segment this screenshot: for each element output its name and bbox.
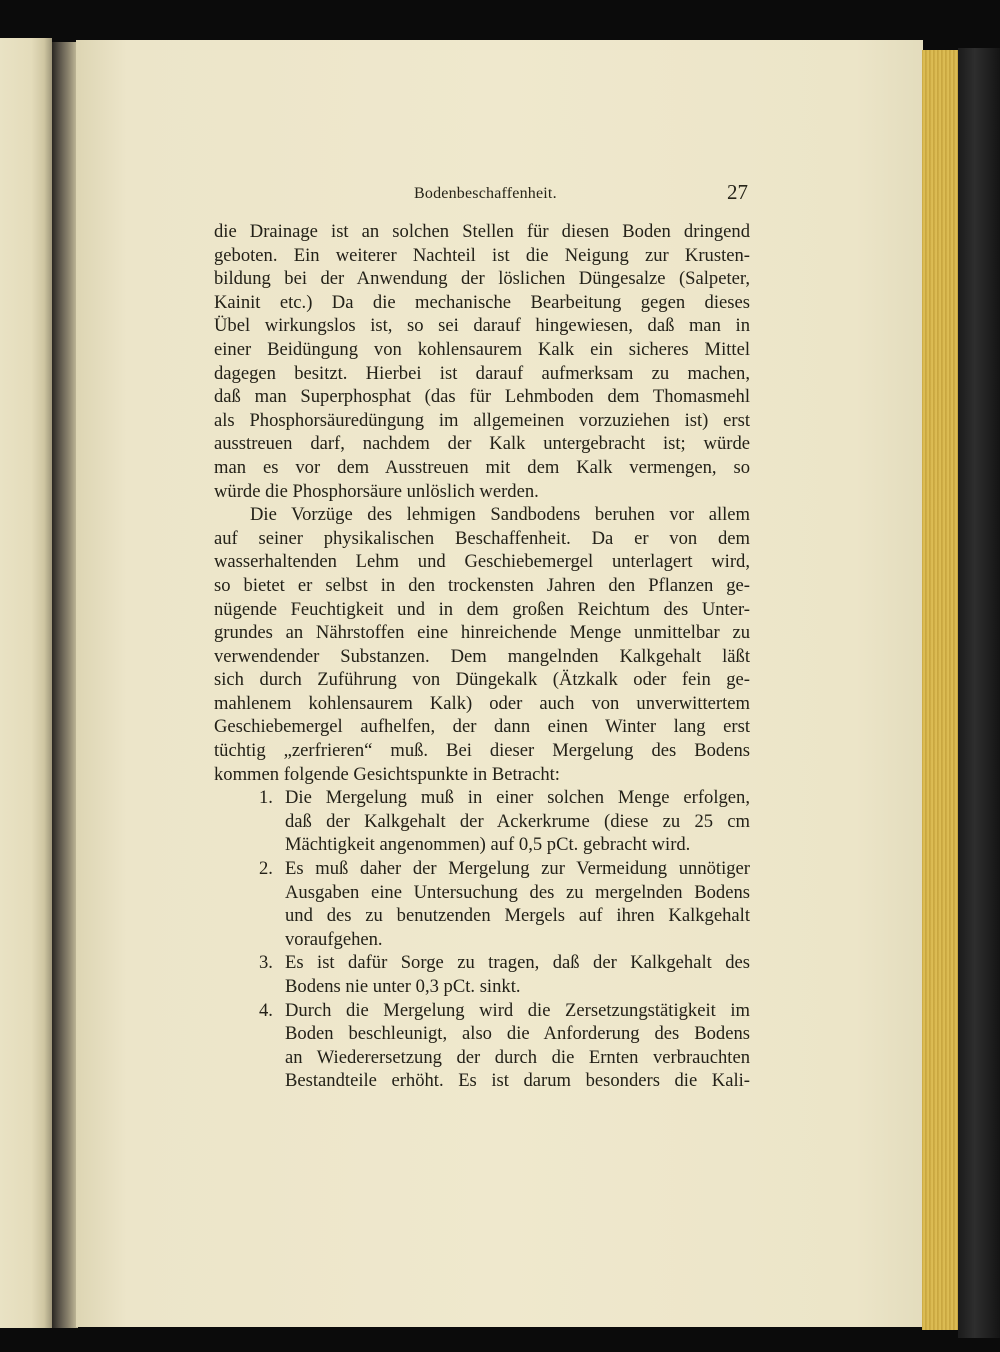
list-number: 3. (259, 952, 273, 974)
text-line: würde die Phosphorsäure unlöslich werden. (214, 480, 539, 502)
text-line: als Phosphorsäuredüngung im allgemeinen vorzuziehen ist) erst (214, 409, 750, 431)
paragraph (214, 503, 750, 786)
text-line: sich durch Zuführung von Düngekalk (Ätzkalk oder fein ge- (214, 669, 750, 691)
text-line: bildung bei der Anwendung der löslichen Düngesalze (Salpeter, (214, 268, 750, 290)
list-number: 2. (259, 858, 273, 880)
numbered-list (214, 786, 750, 1093)
text-line: daß man Superphosphat (das für Lehmboden dem Thomasmehl (214, 386, 750, 408)
paragraph (214, 220, 750, 503)
text-line: grundes an Nährstoffen eine hinreichende Menge unmittelbar zu (214, 622, 750, 644)
list-item (214, 857, 750, 951)
facing-page-edge (0, 38, 52, 1328)
text-line: Es muß daher der Mergelung zur Vermeidung unnötiger (285, 858, 750, 880)
text-line: Übel wirkungslos ist, so sei darauf hingewiesen, daß man in (214, 315, 750, 337)
text-line: Geschiebemergel aufhelfen, der dann einen Winter lang erst (214, 716, 750, 738)
text-line: geboten. Ein weiterer Nachteil ist die Neigung zur Krusten- (214, 244, 750, 266)
text-line: Bestandteile erhöht. Es ist darum besonders die Kali- (285, 1070, 750, 1092)
running-header (214, 182, 750, 206)
list-number: 4. (259, 999, 273, 1021)
book-cover-edge (958, 48, 1000, 1338)
text-line: Die Mergelung muß in einer solchen Menge erfolgen, (285, 787, 750, 809)
page-number: 27 (727, 180, 748, 204)
text-line: so bietet er selbst in den trockensten Jahren den Pflanzen ge- (214, 574, 750, 596)
list-item (214, 786, 750, 857)
text-line: auf seiner physikalischen Beschaffenheit. Da er von dem (214, 527, 750, 549)
text-line: nügende Feuchtigkeit und in dem großen Reichtum des Unter- (214, 598, 750, 620)
text-line: ausstreuen darf, nachdem der Kalk untergebracht ist; würde (214, 433, 750, 455)
book-gutter (52, 42, 78, 1328)
text-line: man es vor dem Ausstreuen mit dem Kalk vermengen, so (214, 456, 750, 478)
text-line: mahlenem kohlensaurem Kalk) oder auch von unverwittertem (214, 692, 750, 714)
text-line: dagegen besitzt. Hierbei ist darauf aufmerksam zu machen, (214, 362, 750, 384)
text-line: kommen folgende Gesichtspunkte in Betracht: (214, 763, 560, 785)
running-title: Bodenbeschaffenheit. (414, 185, 557, 202)
text-line: Es ist dafür Sorge zu tragen, daß der Kalkgehalt des (285, 952, 750, 974)
gilded-page-edges (922, 50, 960, 1330)
text-line: die Drainage ist an solchen Stellen für diesen Boden dringend (214, 221, 750, 242)
text-line: wasserhaltenden Lehm und Geschiebemergel unterlagert wird, (214, 551, 750, 573)
text-line: voraufgehen. (285, 928, 383, 950)
text-line: an Wiederersetzung der durch die Ernten verbrauchten (285, 1046, 750, 1068)
text-line: einer Beidüngung von kohlensaurem Kalk ein sicheres Mittel (214, 338, 750, 360)
text-line: Boden beschleunigt, also die Anforderung des Bodens (285, 1023, 750, 1045)
text-line: Kainit etc.) Da die mechanische Bearbeitung gegen dieses (214, 291, 750, 313)
text-line: Die Vorzüge des lehmigen Sandbodens beruhen vor allem (250, 504, 750, 526)
text-line: und des zu benutzenden Mergels auf ihren Kalkgehalt (285, 905, 750, 927)
text-line: Bodens nie unter 0,3 pCt. sinkt. (285, 976, 521, 997)
text-line: Durch die Mergelung wird die Zersetzungstätigkeit im (285, 999, 750, 1021)
list-number: 1. (259, 787, 273, 809)
list-item (214, 951, 750, 998)
text-line: Mächtigkeit angenommen) auf 0,5 pCt. gebracht wird. (285, 834, 691, 856)
text-line: tüchtig „zerfrieren“ muß. Bei dieser Mergelung des Bodens (214, 740, 750, 762)
text-line: Ausgaben eine Untersuchung des zu mergelnden Bodens (285, 881, 750, 903)
body-text (214, 220, 750, 1093)
list-item (214, 999, 750, 1093)
text-line: daß der Kalkgehalt der Ackerkrume (diese zu 25 cm (285, 810, 750, 832)
text-line: verwendender Substanzen. Dem mangelnden Kalkgehalt läßt (214, 645, 750, 667)
